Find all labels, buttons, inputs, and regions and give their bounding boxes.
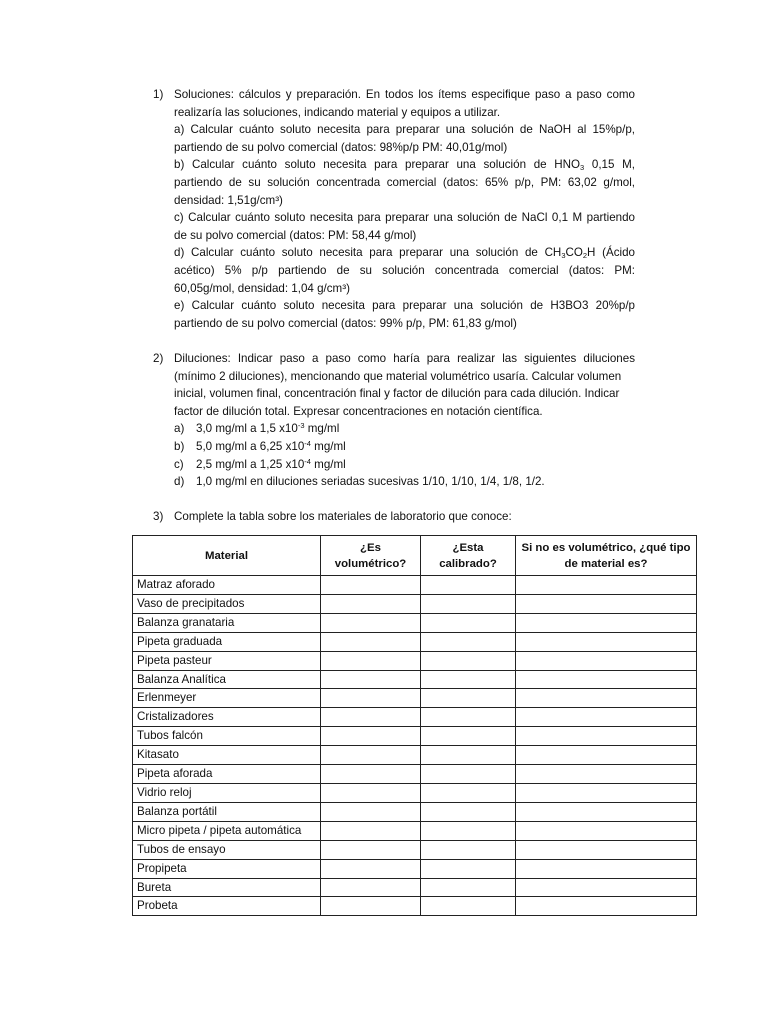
table-row	[133, 783, 697, 802]
material-name-cell: Kitasato	[133, 746, 321, 765]
answer-volumetrico-cell[interactable]	[321, 670, 421, 689]
answer-tipo-cell[interactable]	[516, 727, 697, 746]
question-3-number: 3)	[153, 510, 164, 523]
dilution-item-unit: mg/ml	[304, 422, 340, 436]
header-text: calibrado?	[439, 557, 497, 570]
item-1b-line	[174, 156, 635, 174]
answer-volumetrico-cell[interactable]	[321, 859, 421, 878]
answer-tipo-cell[interactable]	[516, 765, 697, 784]
answer-tipo-cell[interactable]	[516, 878, 697, 897]
question-2-intro-line: (mínimo 2 diluciones), mencionando que material volumétrico usaría. Calcular volumen	[174, 369, 622, 383]
answer-calibrado-cell[interactable]	[421, 632, 516, 651]
material-name-cell: Cristalizadores	[133, 708, 321, 727]
item-1a-line: partiendo de su polvo comercial (datos: 98%p/p PM: 40,01g/mol)	[174, 140, 508, 154]
answer-calibrado-cell[interactable]	[421, 765, 516, 784]
item-1c-line: de su polvo comercial (datos: PM: 58,44 g/mol)	[174, 228, 417, 242]
dilution-item-exponent: -3	[297, 421, 305, 431]
material-name-cell: Pipeta pasteur	[133, 651, 321, 670]
materials-table	[132, 535, 697, 916]
dilution-item-a	[174, 420, 635, 438]
answer-volumetrico-cell[interactable]	[321, 878, 421, 897]
answer-volumetrico-cell[interactable]	[321, 840, 421, 859]
table-row	[133, 727, 697, 746]
answer-volumetrico-cell[interactable]	[321, 613, 421, 632]
dilution-item-exponent: -4	[304, 438, 311, 448]
answer-tipo-cell[interactable]	[516, 746, 697, 765]
table-row	[133, 746, 697, 765]
answer-volumetrico-cell[interactable]	[321, 632, 421, 651]
question-2-intro-line: Diluciones: Indicar paso a paso como haría para realizar las siguientes diluciones	[174, 352, 635, 365]
answer-volumetrico-cell[interactable]	[321, 708, 421, 727]
material-name-cell: Probeta	[133, 897, 321, 916]
header-text: ¿Esta	[452, 541, 484, 554]
materials-table-body	[133, 576, 697, 916]
question-2-number: 2)	[153, 352, 164, 365]
answer-volumetrico-cell[interactable]	[321, 746, 421, 765]
table-row	[133, 651, 697, 670]
table-row	[133, 821, 697, 840]
answer-tipo-cell[interactable]	[516, 802, 697, 821]
material-name-cell: Micro pipeta / pipeta automática	[133, 821, 321, 840]
table-row	[133, 689, 697, 708]
material-name-cell: Bureta	[133, 878, 321, 897]
item-1d-text: d) Calcular cuánto soluto necesita para preparar una solución de CH	[174, 246, 562, 260]
answer-volumetrico-cell[interactable]	[321, 576, 421, 595]
dilution-item-d	[174, 473, 635, 491]
header-material	[133, 536, 321, 576]
item-1d-line	[174, 244, 635, 262]
item-1d-subscript: 3	[561, 251, 566, 261]
material-name-cell: Tubos de ensayo	[133, 840, 321, 859]
material-name-cell: Tubos falcón	[133, 727, 321, 746]
header-text: de material es?	[564, 557, 648, 570]
item-1b-text: b) Calcular cuánto soluto necesita para preparar una solución de HNO	[174, 158, 581, 172]
item-1e-line: e) Calcular cuánto soluto necesita para preparar una solución de H3BO3 20%p/p	[174, 299, 635, 313]
dilution-item-text: 2,5 mg/ml a 1,25 x10	[196, 457, 305, 471]
question-1	[153, 86, 635, 332]
question-2-intro-line: inicial, volumen final, concentración final y factor de dilución para cada dilución. Indicar	[174, 387, 620, 401]
table-row	[133, 576, 697, 595]
material-name-cell: Matraz aforado	[133, 576, 321, 595]
dilution-item-text: 5,0 mg/ml a 6,25 x10	[196, 439, 305, 453]
answer-tipo-cell[interactable]	[516, 859, 697, 878]
answer-tipo-cell[interactable]	[516, 576, 697, 595]
dilution-item-text: 1,0 mg/ml en diluciones seriadas sucesivas 1/10, 1/10, 1/4, 1/8, 1/2.	[196, 475, 545, 489]
answer-calibrado-cell[interactable]	[421, 670, 516, 689]
item-1c-line: c) Calcular cuánto soluto necesita para preparar una solución de NaCl 0,1 M partiendo	[174, 211, 635, 225]
answer-tipo-cell[interactable]	[516, 708, 697, 727]
material-name-cell: Balanza granataria	[133, 613, 321, 632]
item-1d-text: H (Ácido	[587, 246, 635, 260]
question-2-intro-line: factor de dilución total. Expresar concentraciones en notación científica.	[174, 404, 543, 418]
table-row	[133, 632, 697, 651]
table-row	[133, 840, 697, 859]
answer-calibrado-cell[interactable]	[421, 613, 516, 632]
answer-tipo-cell[interactable]	[516, 840, 697, 859]
table-row	[133, 878, 697, 897]
answer-tipo-cell[interactable]	[516, 821, 697, 840]
header-esta-calibrado	[421, 536, 516, 576]
answer-volumetrico-cell[interactable]	[321, 594, 421, 613]
answer-tipo-cell[interactable]	[516, 632, 697, 651]
answer-calibrado-cell[interactable]	[421, 802, 516, 821]
header-text: Material	[204, 549, 249, 562]
dilution-item-b	[174, 438, 635, 456]
answer-calibrado-cell[interactable]	[421, 783, 516, 802]
material-name-cell: Vidrio reloj	[133, 783, 321, 802]
question-3-intro: Complete la tabla sobre los materiales de laboratorio que conoce:	[174, 510, 512, 523]
table-row	[133, 670, 697, 689]
answer-tipo-cell[interactable]	[516, 783, 697, 802]
item-1b-subscript: 3	[580, 163, 585, 173]
answer-calibrado-cell[interactable]	[421, 576, 516, 595]
item-1d-line: 60,05g/mol, densidad: 1,04 g/cm³)	[174, 281, 350, 295]
answer-calibrado-cell[interactable]	[421, 859, 516, 878]
dilution-item-text: 3,0 mg/ml a 1,5 x10	[196, 422, 298, 436]
answer-calibrado-cell[interactable]	[421, 594, 516, 613]
answer-tipo-cell[interactable]	[516, 594, 697, 613]
answer-tipo-cell[interactable]	[516, 670, 697, 689]
dilution-item-label: b)	[174, 439, 185, 453]
answer-volumetrico-cell[interactable]	[321, 897, 421, 916]
answer-calibrado-cell[interactable]	[421, 897, 516, 916]
item-1d-subscript: 2	[582, 251, 588, 261]
question-1-number: 1)	[153, 88, 164, 101]
material-name-cell: Vaso de precipitados	[133, 594, 321, 613]
answer-volumetrico-cell[interactable]	[321, 651, 421, 670]
dilution-item-exponent: -4	[304, 456, 311, 466]
item-1d-text: CO	[565, 246, 583, 260]
answer-calibrado-cell[interactable]	[421, 840, 516, 859]
answer-volumetrico-cell[interactable]	[321, 765, 421, 784]
answer-volumetrico-cell[interactable]	[321, 689, 421, 708]
item-1b-line: densidad: 1,51g/cm³)	[174, 193, 283, 207]
dilution-item-label: d)	[174, 475, 185, 489]
answer-volumetrico-cell[interactable]	[321, 727, 421, 746]
answer-calibrado-cell[interactable]	[421, 878, 516, 897]
item-1b-text: 0,15 M,	[584, 158, 635, 172]
answer-volumetrico-cell[interactable]	[321, 783, 421, 802]
question-1-intro-line: realizaría las soluciones, indicando material y equipos a utilizar.	[174, 105, 501, 119]
table-row	[133, 765, 697, 784]
header-tipo-material	[516, 536, 697, 576]
dilution-item-label: c)	[174, 457, 184, 471]
item-1b-line: partiendo de su solución concentrada comercial (datos: 65% p/p, PM: 63,02 g/mol,	[174, 175, 635, 189]
question-3	[153, 508, 635, 526]
header-text: Si no es volumétrico, ¿qué tipo	[521, 541, 691, 554]
answer-calibrado-cell[interactable]	[421, 689, 516, 708]
header-es-volumetrico	[321, 536, 421, 576]
material-name-cell: Balanza Analítica	[133, 670, 321, 689]
dilution-item-c	[174, 456, 635, 474]
table-row	[133, 613, 697, 632]
question-2	[153, 350, 635, 491]
dilution-item-unit: mg/ml	[310, 457, 346, 471]
material-name-cell: Pipeta aforada	[133, 765, 321, 784]
question-1-intro-line: Soluciones: cálculos y preparación. En todos los ítems especifique paso a paso como	[174, 88, 635, 101]
item-1a-line: a) Calcular cuánto soluto necesita para preparar una solución de NaOH al 15%p/p,	[174, 123, 635, 137]
dilution-item-unit: mg/ml	[310, 439, 346, 453]
answer-calibrado-cell[interactable]	[421, 727, 516, 746]
table-row	[133, 594, 697, 613]
header-text: ¿Es volumétrico?	[334, 541, 407, 570]
material-name-cell: Balanza portátil	[133, 802, 321, 821]
table-row	[133, 708, 697, 727]
dilution-item-label: a)	[174, 422, 185, 436]
answer-calibrado-cell[interactable]	[421, 821, 516, 840]
material-name-cell: Erlenmeyer	[133, 689, 321, 708]
table-row	[133, 859, 697, 878]
material-name-cell: Propipeta	[133, 859, 321, 878]
answer-tipo-cell[interactable]	[516, 897, 697, 916]
item-1d-line: acético) 5% p/p partiendo de su solución concentrada comercial (datos: PM:	[174, 263, 635, 277]
answer-calibrado-cell[interactable]	[421, 746, 516, 765]
answer-volumetrico-cell[interactable]	[321, 821, 421, 840]
item-1e-line: partiendo de su polvo comercial (datos: 99% p/p, PM: 61,83 g/mol)	[174, 316, 517, 330]
table-row	[133, 897, 697, 916]
answer-tipo-cell[interactable]	[516, 651, 697, 670]
answer-calibrado-cell[interactable]	[421, 708, 516, 727]
answer-tipo-cell[interactable]	[516, 689, 697, 708]
answer-calibrado-cell[interactable]	[421, 651, 516, 670]
answer-volumetrico-cell[interactable]	[321, 802, 421, 821]
table-header-row	[133, 536, 697, 576]
material-name-cell: Pipeta graduada	[133, 632, 321, 651]
answer-tipo-cell[interactable]	[516, 613, 697, 632]
table-row	[133, 802, 697, 821]
